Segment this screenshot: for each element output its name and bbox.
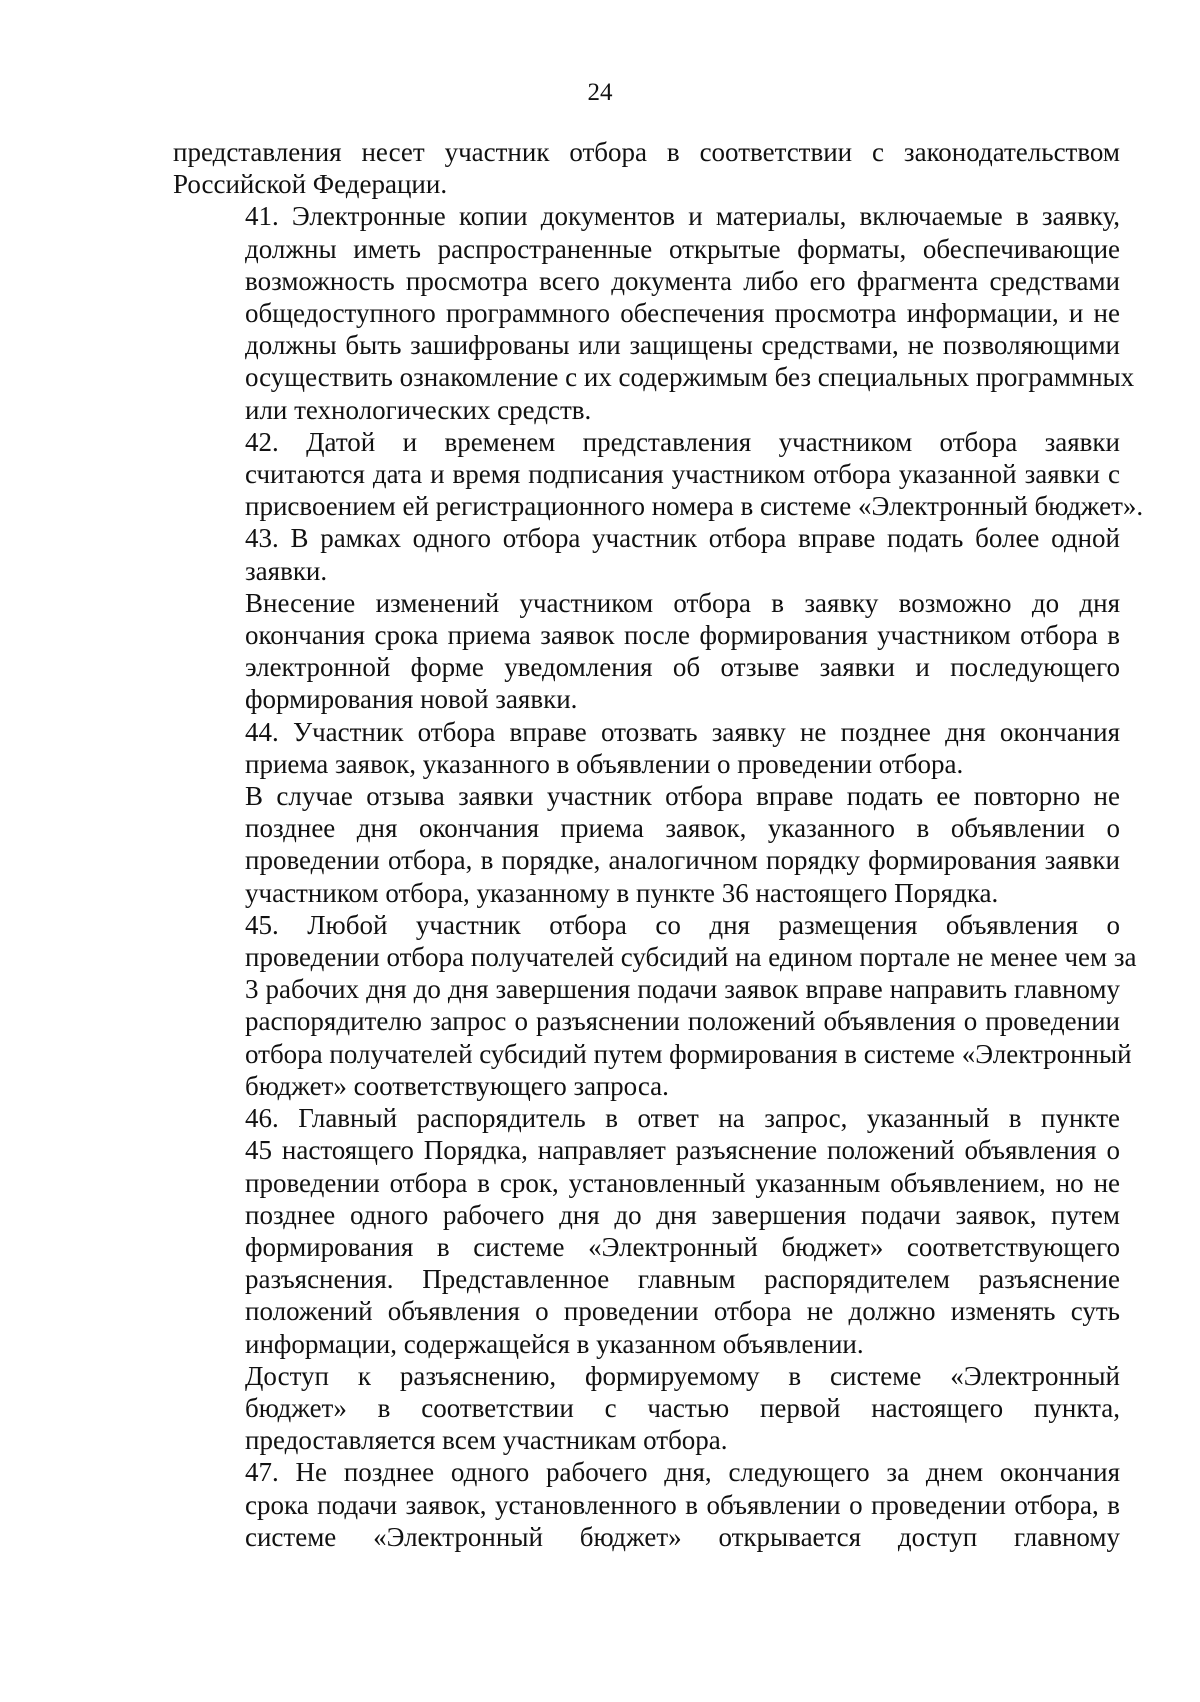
text-line: должны быть зашифрованы или защищены средствами, не позволяющими — [245, 330, 1120, 361]
paragraph — [173, 522, 1120, 586]
text-line: 47. Не позднее одного рабочего дня, следующего за днем окончания — [245, 1457, 1120, 1488]
text-line: 45. Любой участник отбора со дня размещения объявления о — [245, 909, 1120, 940]
text-line: бюджет» соответствующего запроса. — [245, 1070, 669, 1101]
text-line: электронной форме уведомления об отзыве заявки и последующего — [245, 652, 1120, 683]
text-line: 3 рабочих дня до дня завершения подачи заявок вправе направить главному — [245, 974, 1120, 1005]
paragraph — [173, 426, 1144, 523]
paragraph — [173, 780, 1120, 909]
text-line: разъяснения. Представленное главным распорядителем разъяснение — [245, 1264, 1120, 1295]
text-line: позднее дня окончания приема заявок, указанного в объявлении о — [245, 813, 1120, 844]
text-line: приема заявок, указанного в объявлении о проведении отбора. — [245, 748, 964, 779]
paragraph — [173, 1360, 1120, 1457]
paragraph — [173, 136, 1120, 200]
text-line: проведении отбора, в порядке, аналогичном порядку формирования заявки — [245, 845, 1120, 876]
text-line: или технологических средств. — [245, 394, 592, 425]
text-line: формирования в системе «Электронный бюджет» соответствующего — [245, 1231, 1120, 1262]
text-line: участником отбора, указанному в пункте 36 настоящего Порядка. — [245, 877, 999, 908]
text-line: 41. Электронные копии документов и материалы, включаемые в заявку, — [245, 201, 1120, 232]
text-line: информации, содержащейся в указанном объявлении. — [245, 1328, 864, 1359]
text-line: Российской Федерации. — [173, 169, 448, 200]
text-line: формирования новой заявки. — [245, 684, 578, 715]
text-line: осуществить ознакомление с их содержимым без специальных программных — [245, 362, 1135, 393]
text-line: отбора получателей субсидий путем формирования в системе «Электронный — [245, 1038, 1132, 1069]
text-line: 44. Участник отбора вправе отозвать заявку не позднее дня окончания — [245, 716, 1120, 747]
paragraph — [173, 1456, 1120, 1553]
text-line: предоставляется всем участникам отбора. — [245, 1425, 728, 1456]
document-body — [173, 136, 1144, 1553]
text-line: срока подачи заявок, установленного в объявлении о проведении отбора, в — [245, 1489, 1120, 1520]
text-line: бюджет» в соответствии с частью первой настоящего пункта, — [245, 1392, 1120, 1423]
text-line: 43. В рамках одного отбора участник отбора вправе подать более одной — [245, 523, 1120, 554]
text-line: системе «Электронный бюджет» открывается доступ главному — [245, 1521, 1120, 1552]
paragraph — [173, 1102, 1120, 1360]
text-line: 45 настоящего Порядка, направляет разъяснение положений объявления о — [245, 1135, 1120, 1166]
page-number: 24 — [587, 79, 613, 106]
text-line: 46. Главный распорядитель в ответ на запрос, указанный в пункте — [245, 1103, 1120, 1134]
text-line: присвоением ей регистрационного номера в системе «Электронный бюджет». — [245, 491, 1144, 522]
text-line: общедоступного программного обеспечения просмотра информации, и не — [245, 298, 1120, 329]
text-line: должны иметь распространенные открытые форматы, обеспечивающие — [245, 233, 1120, 264]
paragraph — [173, 716, 1120, 780]
text-line: проведении отбора в срок, установленный указанным объявлением, но не — [245, 1167, 1120, 1198]
text-line: распорядителю запрос о разъяснении положений объявления о проведении — [245, 1006, 1120, 1037]
text-line: 42. Датой и временем представления участником отбора заявки — [245, 426, 1120, 457]
text-line: возможность просмотра всего документа либо его фрагмента средствами — [245, 265, 1120, 296]
text-line: В случае отзыва заявки участник отбора вправе подать ее повторно не — [245, 781, 1120, 812]
paragraph — [173, 587, 1120, 716]
text-line: позднее одного рабочего дня до дня завершения подачи заявок, путем — [245, 1199, 1120, 1230]
text-line: окончания срока приема заявок после формирования участником отбора в — [245, 620, 1120, 651]
text-line: Внесение изменений участником отбора в заявку возможно до дня — [245, 587, 1120, 618]
paragraph — [173, 909, 1137, 1102]
text-line: Доступ к разъяснению, формируемому в системе «Электронный — [245, 1360, 1120, 1391]
text-line: считаются дата и время подписания участником отбора указанной заявки с — [245, 459, 1120, 490]
text-line: проведении отбора получателей субсидий на едином портале не менее чем за — [245, 942, 1137, 973]
paragraph — [173, 200, 1135, 425]
text-line: представления несет участник отбора в соответствии с законодательством — [173, 137, 1120, 167]
text-line: положений объявления о проведении отбора не должно изменять суть — [245, 1296, 1120, 1327]
text-line: заявки. — [245, 555, 328, 586]
